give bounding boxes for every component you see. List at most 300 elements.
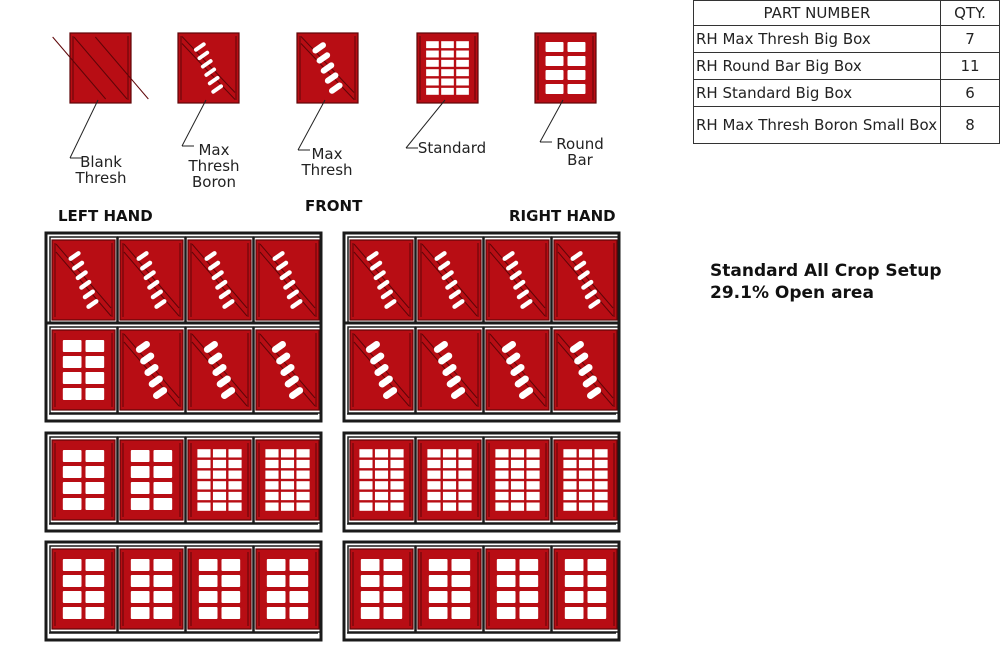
setup-description	[710, 260, 942, 304]
plate-opening	[361, 575, 380, 587]
plate-opening	[594, 503, 607, 511]
plate-opening	[281, 460, 294, 468]
plate-body	[52, 549, 115, 629]
plate-opening	[359, 460, 372, 468]
plate-opening	[290, 591, 309, 603]
plate-opening	[375, 449, 388, 457]
plate-max-thresh	[186, 327, 253, 413]
setup-title: Standard All Crop Setup	[710, 261, 942, 281]
plate-opening	[443, 460, 456, 468]
plate-opening	[265, 449, 278, 457]
plate-body	[120, 240, 183, 320]
plate-opening	[441, 88, 454, 95]
plate-opening	[511, 471, 524, 479]
plate-opening	[281, 471, 294, 479]
legend-plate-max-thresh-boron	[178, 33, 239, 146]
plate-opening	[86, 388, 105, 400]
plate-opening	[429, 591, 448, 603]
plate-opening	[131, 575, 150, 587]
plate-opening	[359, 503, 372, 511]
plate-opening	[131, 482, 150, 494]
plate-opening	[497, 591, 516, 603]
plate-opening	[441, 41, 454, 48]
plate-opening	[154, 498, 173, 510]
legend-label-blank-thresh	[74, 154, 128, 186]
plate-opening	[228, 460, 241, 468]
plate-standard	[552, 437, 619, 523]
plate-opening	[375, 481, 388, 489]
plate-opening	[86, 607, 105, 619]
parts-table-header	[694, 1, 1000, 26]
plate-opening	[267, 607, 286, 619]
plate-standard	[348, 437, 415, 523]
plate-opening	[375, 503, 388, 511]
plate-opening	[565, 575, 584, 587]
plate-opening	[511, 503, 524, 511]
plate-opening	[154, 575, 173, 587]
table-row	[694, 53, 1000, 80]
plate-opening	[86, 450, 105, 462]
plate-opening	[131, 559, 150, 571]
plate-opening	[427, 449, 440, 457]
plate-opening	[511, 449, 524, 457]
plate-opening	[197, 503, 210, 511]
plate-body	[554, 549, 617, 629]
plate-opening	[429, 575, 448, 587]
plate-opening	[458, 492, 471, 500]
plate-opening	[86, 482, 105, 494]
part-name: RH Standard Big Box	[694, 80, 941, 107]
plate-standard	[416, 437, 483, 523]
plate-opening	[359, 492, 372, 500]
plate-opening	[359, 449, 372, 457]
plate-opening	[511, 460, 524, 468]
plate-opening	[281, 449, 294, 457]
plate-opening	[281, 481, 294, 489]
plate-opening	[384, 559, 403, 571]
plate-opening	[526, 481, 539, 489]
front-label: FRONT	[305, 197, 363, 215]
plate-opening	[426, 79, 439, 86]
plate-opening	[265, 481, 278, 489]
plate-opening	[546, 70, 564, 80]
concave-row-left-2	[46, 323, 321, 421]
plate-opening	[375, 460, 388, 468]
part-qty: 8	[941, 107, 1000, 144]
plate-opening	[497, 559, 516, 571]
plate-opening	[361, 559, 380, 571]
plate-body	[120, 440, 183, 520]
plate-opening	[568, 70, 586, 80]
table-row	[694, 107, 1000, 144]
plate-opening	[495, 471, 508, 479]
plate-opening	[563, 492, 576, 500]
plate-opening	[86, 591, 105, 603]
plate-opening	[290, 607, 309, 619]
plate-opening	[222, 607, 241, 619]
plate-opening	[443, 503, 456, 511]
plate-body	[256, 240, 319, 320]
concave-row-left-4	[46, 542, 321, 640]
plate-opening	[63, 388, 82, 400]
plate-opening	[63, 575, 82, 587]
plate-opening	[452, 591, 471, 603]
plate-max-thresh-boron	[484, 237, 551, 323]
plate-opening	[197, 492, 210, 500]
plate-opening	[390, 460, 403, 468]
plate-opening	[63, 372, 82, 384]
plate-opening	[520, 591, 539, 603]
plate-opening	[384, 575, 403, 587]
plate-max-thresh	[552, 327, 619, 413]
plate-body	[350, 240, 413, 320]
legend-label-line: Max	[311, 145, 343, 163]
plate-opening	[579, 481, 592, 489]
plate-opening	[456, 88, 469, 95]
plate-opening	[154, 559, 173, 571]
plate-opening	[267, 559, 286, 571]
plate-opening	[526, 460, 539, 468]
plate-max-thresh-boron	[118, 237, 185, 323]
plate-opening	[441, 60, 454, 67]
plate-opening	[594, 449, 607, 457]
plate-opening	[456, 69, 469, 76]
plate-standard	[484, 437, 551, 523]
plate-opening	[579, 460, 592, 468]
part-name: RH Max Thresh Big Box	[694, 26, 941, 53]
plate-opening	[526, 492, 539, 500]
plate-opening	[154, 482, 173, 494]
plate-body	[535, 33, 596, 103]
plate-opening	[213, 503, 226, 511]
plate-max-thresh-boron	[50, 237, 117, 323]
plate-opening	[456, 51, 469, 58]
plate-opening	[511, 481, 524, 489]
plate-opening	[526, 471, 539, 479]
plate-opening	[427, 460, 440, 468]
plate-body	[554, 240, 617, 320]
plate-opening	[296, 449, 309, 457]
plate-opening	[390, 471, 403, 479]
plate-max-thresh	[118, 327, 185, 413]
plate-opening	[579, 503, 592, 511]
plate-opening	[495, 460, 508, 468]
plate-opening	[86, 498, 105, 510]
plate-opening	[228, 503, 241, 511]
plate-body	[486, 240, 549, 320]
concave-row-right-2	[344, 323, 619, 421]
concave-row-right-1	[344, 233, 619, 331]
plate-body	[52, 330, 115, 410]
plate-opening	[452, 559, 471, 571]
right-hand-label: RIGHT HAND	[509, 207, 616, 225]
legend-label-line: Max	[198, 141, 230, 159]
part-qty: 6	[941, 80, 1000, 107]
plate-opening	[511, 492, 524, 500]
plate-max-thresh-boron	[186, 237, 253, 323]
part-name: RH Round Bar Big Box	[694, 53, 941, 80]
plate-opening	[213, 481, 226, 489]
plate-opening	[375, 471, 388, 479]
plate-opening	[458, 503, 471, 511]
plate-opening	[520, 575, 539, 587]
concave-row-right-3	[344, 433, 619, 531]
plate-opening	[154, 607, 173, 619]
plate-opening	[427, 481, 440, 489]
plate-opening	[441, 51, 454, 58]
plate-opening	[563, 471, 576, 479]
plate-opening	[563, 481, 576, 489]
setup-open-area: 29.1% Open area	[710, 283, 874, 303]
plate-body	[178, 33, 239, 103]
plate-opening	[495, 449, 508, 457]
plate-opening	[520, 607, 539, 619]
plate-opening	[359, 471, 372, 479]
plate-opening	[458, 460, 471, 468]
plate-max-thresh	[348, 327, 415, 413]
plate-round-bar	[118, 437, 185, 523]
plate-opening	[563, 449, 576, 457]
plate-opening	[565, 559, 584, 571]
plate-body	[350, 549, 413, 629]
plate-body	[418, 240, 481, 320]
plate-opening	[390, 492, 403, 500]
plate-opening	[384, 591, 403, 603]
plate-opening	[563, 460, 576, 468]
plate-opening	[154, 466, 173, 478]
plate-opening	[426, 51, 439, 58]
plate-opening	[63, 482, 82, 494]
plate-opening	[588, 575, 607, 587]
plate-opening	[426, 60, 439, 67]
plate-opening	[588, 591, 607, 603]
plate-opening	[594, 460, 607, 468]
plate-opening	[296, 492, 309, 500]
plate-opening	[390, 503, 403, 511]
plate-round-bar	[50, 327, 117, 413]
plate-round-bar	[118, 546, 185, 632]
plate-opening	[426, 88, 439, 95]
part-qty: 7	[941, 26, 1000, 53]
plate-opening	[456, 79, 469, 86]
plate-round-bar	[484, 546, 551, 632]
plate-opening	[452, 607, 471, 619]
plate-round-bar	[254, 546, 321, 632]
plate-opening	[594, 471, 607, 479]
plate-opening	[588, 607, 607, 619]
concave-row-left-1	[46, 233, 321, 331]
plate-opening	[63, 498, 82, 510]
part-number-header: PART NUMBER	[694, 1, 941, 26]
legend-label-max-thresh	[300, 146, 354, 178]
plate-opening	[361, 591, 380, 603]
plate-opening	[199, 559, 218, 571]
plate-opening	[546, 84, 564, 94]
plate-opening	[375, 492, 388, 500]
plate-opening	[63, 450, 82, 462]
plate-opening	[565, 607, 584, 619]
plate-opening	[594, 492, 607, 500]
parts-table	[693, 0, 1000, 144]
plate-opening	[290, 575, 309, 587]
plate-opening	[361, 607, 380, 619]
plate-opening	[267, 575, 286, 587]
legend-plate-standard	[406, 33, 478, 148]
plate-opening	[63, 356, 82, 368]
plate-opening	[131, 450, 150, 462]
plate-opening	[495, 481, 508, 489]
plate-round-bar	[50, 437, 117, 523]
legend-label-line: Standard	[417, 139, 487, 157]
plate-opening	[579, 471, 592, 479]
plate-opening	[199, 607, 218, 619]
plate-max-thresh-boron	[416, 237, 483, 323]
plate-opening	[441, 79, 454, 86]
plate-opening	[563, 503, 576, 511]
plate-opening	[265, 492, 278, 500]
plate-opening	[443, 471, 456, 479]
plate-opening	[197, 449, 210, 457]
plate-opening	[458, 449, 471, 457]
plate-opening	[213, 471, 226, 479]
plate-opening	[588, 559, 607, 571]
plate-body	[486, 549, 549, 629]
legend-label-line: Thresh	[75, 169, 127, 187]
legend-plate-round-bar	[535, 33, 596, 142]
plate-opening	[443, 481, 456, 489]
legend-plate-blank-thresh	[53, 33, 149, 158]
plate-opening	[86, 559, 105, 571]
plate-opening	[427, 492, 440, 500]
plate-opening	[86, 372, 105, 384]
plate-opening	[579, 449, 592, 457]
plate-opening	[199, 591, 218, 603]
plate-opening	[222, 559, 241, 571]
plate-opening	[568, 42, 586, 52]
plate-max-thresh-boron	[552, 237, 619, 323]
plate-opening	[267, 591, 286, 603]
plate-opening	[526, 449, 539, 457]
plate-opening	[443, 449, 456, 457]
plate-opening	[265, 460, 278, 468]
legend-label-line: Blank	[80, 153, 122, 171]
plate-opening	[228, 481, 241, 489]
plate-body	[52, 440, 115, 520]
plate-opening	[154, 450, 173, 462]
plate-opening	[456, 41, 469, 48]
plate-opening	[131, 466, 150, 478]
concave-row-right-4	[344, 542, 619, 640]
plate-standard	[254, 437, 321, 523]
part-name: RH Max Thresh Boron Small Box	[694, 107, 941, 144]
plate-opening	[213, 492, 226, 500]
plate-opening	[426, 41, 439, 48]
plate-opening	[228, 449, 241, 457]
plate-body	[418, 549, 481, 629]
plate-body	[188, 549, 251, 629]
plate-opening	[222, 591, 241, 603]
plate-opening	[131, 591, 150, 603]
plate-opening	[154, 591, 173, 603]
plate-opening	[63, 607, 82, 619]
plate-opening	[131, 498, 150, 510]
plate-opening	[456, 60, 469, 67]
legend-label-round-bar	[552, 136, 608, 168]
plate-opening	[199, 575, 218, 587]
plate-opening	[579, 492, 592, 500]
part-qty: 11	[941, 53, 1000, 80]
plate-opening	[390, 449, 403, 457]
legend-plate-max-thresh	[297, 33, 358, 150]
plate-opening	[265, 503, 278, 511]
plate-max-thresh	[416, 327, 483, 413]
plate-opening	[441, 69, 454, 76]
table-row	[694, 26, 1000, 53]
plate-round-bar	[186, 546, 253, 632]
plate-opening	[296, 503, 309, 511]
plate-opening	[458, 471, 471, 479]
plate-opening	[86, 466, 105, 478]
plate-opening	[443, 492, 456, 500]
plate-opening	[427, 471, 440, 479]
plate-opening	[594, 481, 607, 489]
plate-opening	[296, 481, 309, 489]
plate-opening	[281, 503, 294, 511]
plate-body	[188, 240, 251, 320]
plate-opening	[429, 559, 448, 571]
plate-opening	[497, 607, 516, 619]
plate-opening	[565, 591, 584, 603]
plate-opening	[63, 466, 82, 478]
concave-row-left-3	[46, 433, 321, 531]
plate-opening	[63, 559, 82, 571]
plate-opening	[213, 460, 226, 468]
plate-opening	[384, 607, 403, 619]
legend-label-line: Thresh	[188, 157, 240, 175]
table-row	[694, 80, 1000, 107]
plate-opening	[197, 481, 210, 489]
plate-max-thresh-boron	[348, 237, 415, 323]
plate-opening	[429, 607, 448, 619]
plate-opening	[390, 481, 403, 489]
plate-opening	[290, 559, 309, 571]
plate-opening	[63, 591, 82, 603]
plate-body	[120, 549, 183, 629]
plate-opening	[228, 492, 241, 500]
plate-opening	[526, 503, 539, 511]
plate-opening	[546, 42, 564, 52]
legend-label-line: Bar	[567, 151, 593, 169]
plate-opening	[86, 575, 105, 587]
plate-opening	[265, 471, 278, 479]
plate-opening	[520, 559, 539, 571]
plate-opening	[86, 340, 105, 352]
legend-label-line: Thresh	[301, 161, 353, 179]
plate-max-thresh	[254, 327, 321, 413]
plate-body	[52, 240, 115, 320]
legend-label-max-thresh-boron	[186, 142, 242, 190]
plate-body	[256, 549, 319, 629]
plate-opening	[495, 492, 508, 500]
legend-label-line: Boron	[192, 173, 236, 191]
plate-opening	[427, 503, 440, 511]
plate-opening	[228, 471, 241, 479]
plate-opening	[213, 449, 226, 457]
plate-opening	[497, 575, 516, 587]
plate-opening	[131, 607, 150, 619]
qty-header: QTY.	[941, 1, 1000, 26]
plate-opening	[281, 492, 294, 500]
